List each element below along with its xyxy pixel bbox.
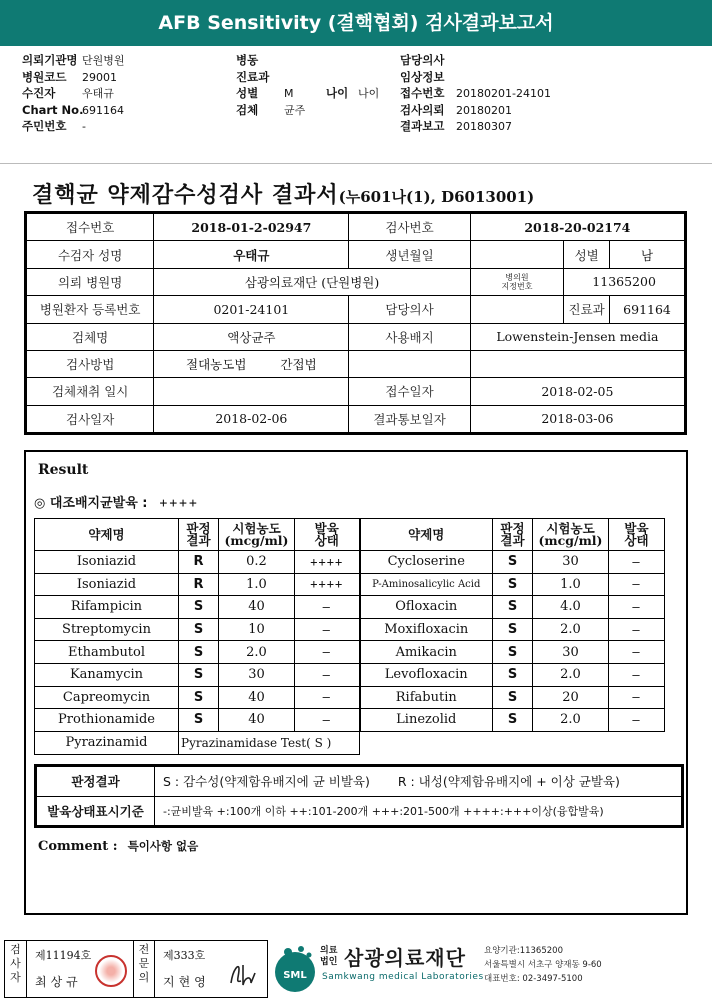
drug-name: Levofloxacin	[360, 663, 493, 686]
drug-row	[35, 663, 665, 686]
drug-name: Capreomycin	[35, 686, 179, 709]
comment-text: 특이사항 없음	[127, 839, 199, 853]
org-name: 삼광의료재단	[344, 946, 466, 970]
interpretation: S	[179, 641, 219, 664]
specialist-label: 전 문 의	[133, 941, 155, 997]
receipt-no: 2018-01-2-02947	[154, 214, 349, 241]
test-concentration: 2.0	[219, 641, 295, 664]
growth-status: –	[295, 641, 360, 664]
drug-name: Prothionamide	[35, 709, 179, 732]
drug-name: P-Aminosalicylic Acid	[360, 573, 493, 596]
dept-label: 진료과	[564, 296, 610, 323]
drug-name: Isoniazid	[35, 573, 179, 596]
test-concentration: 2.0	[533, 618, 609, 641]
test-concentration: 0.2	[219, 551, 295, 574]
interpretation: S	[493, 641, 533, 664]
growth-status: ++++	[295, 551, 360, 574]
patient-label: 수검자 성명	[27, 241, 154, 268]
dept-value: 691164	[610, 296, 685, 323]
specialist-signature-icon	[227, 959, 261, 989]
interp-legend-text: S : 감수성(약제함유배지에 균 비발육) R : 내성(약제함유배지에 + 이상 균발육)	[155, 767, 682, 797]
header-field: 임상정보	[400, 69, 445, 84]
interpretation: S	[493, 573, 533, 596]
test-concentration: 2.0	[533, 663, 609, 686]
hospital-label: 의뢰 병원명	[27, 268, 154, 295]
test-concentration: 40	[219, 596, 295, 619]
growth-status: –	[295, 596, 360, 619]
growth-status: –	[609, 573, 665, 596]
interpretation: S	[493, 709, 533, 732]
growth-status: –	[295, 686, 360, 709]
test-concentration: 2.0	[533, 709, 609, 732]
interpretation: S	[493, 663, 533, 686]
drug-name: Cycloserine	[360, 551, 493, 574]
test-concentration: 1.0	[219, 573, 295, 596]
drug-sensitivity-table	[34, 518, 665, 732]
test-concentration: 30	[533, 551, 609, 574]
sex-label: 성별	[564, 241, 610, 268]
test-concentration: 10	[219, 618, 295, 641]
collect-value	[154, 378, 349, 405]
doctor-label: 담당의사	[349, 296, 470, 323]
header-field: 주민번호 -	[22, 119, 86, 133]
test-no: 2018-20-02174	[470, 214, 684, 241]
drug-row	[35, 573, 665, 596]
collect-label: 검체채취 일시	[27, 378, 154, 405]
tested-label: 검사일자	[27, 405, 154, 432]
growth-legend-text: -:균비발육 +:100개 이하 ++:101-200개 +++:201-500개 ++++:+++이상(융합발육)	[155, 796, 682, 826]
header-field: 검체 균주	[236, 102, 306, 117]
examiner-seal-icon	[95, 955, 127, 987]
test-no-label: 검사번호	[349, 214, 470, 241]
medium-label: 사용배지	[349, 323, 470, 350]
test-concentration: 1.0	[533, 573, 609, 596]
tested-date: 2018-02-06	[154, 405, 349, 432]
comment	[38, 838, 198, 854]
pyrazinamide-table	[34, 732, 360, 755]
growth-status: –	[609, 709, 665, 732]
comment-label: Comment :	[38, 839, 118, 854]
drug-table-wrap	[34, 518, 684, 755]
growth-status: –	[609, 596, 665, 619]
header-field: 성별 M 나이 나이	[236, 86, 380, 100]
interpretation: S	[179, 618, 219, 641]
header-field: 수진자 우태규	[22, 86, 114, 100]
interpretation: R	[179, 573, 219, 596]
test-concentration: 20	[533, 686, 609, 709]
specimen-value: 액상균주	[154, 323, 349, 350]
growth-status: ++++	[295, 573, 360, 596]
interpretation: S	[493, 551, 533, 574]
drug-name: Amikacin	[360, 641, 493, 664]
header-col-1	[22, 52, 125, 135]
control-growth: ◎ 대조배지균발육 : ++++	[34, 496, 199, 511]
drug-name: Kanamycin	[35, 663, 179, 686]
drug-name: Rifampicin	[35, 596, 179, 619]
header-field: 검사의뢰 20180201	[400, 102, 512, 117]
reg-no-label: 병원환자 등록번호	[27, 296, 154, 323]
document-title	[32, 178, 534, 209]
patient-header	[0, 52, 712, 164]
test-concentration: 30	[533, 641, 609, 664]
test-concentration: 4.0	[533, 596, 609, 619]
drug-name: Rifabutin	[360, 686, 493, 709]
test-concentration: 40	[219, 686, 295, 709]
interpretation: S	[493, 618, 533, 641]
notified-label: 결과통보일자	[349, 405, 470, 432]
specialist-license: 제333호	[163, 949, 206, 962]
signature-box	[4, 940, 268, 998]
drug-name: Ofloxacin	[360, 596, 493, 619]
received-date: 2018-02-05	[470, 378, 684, 405]
drug-name: Isoniazid	[35, 551, 179, 574]
reg-no: 0201-24101	[154, 296, 349, 323]
header-field: 담당의사	[400, 53, 445, 67]
growth-status: –	[295, 618, 360, 641]
interp-legend-label: 판정결과	[37, 767, 155, 797]
interpretation: S	[493, 686, 533, 709]
drug-row	[35, 641, 665, 664]
growth-legend-label: 발육상태표시기준	[37, 796, 155, 826]
method-value: 절대농도법 간접법	[154, 350, 349, 377]
medium-value: Lowenstein-Jensen media	[470, 323, 684, 350]
report-banner: AFB Sensitivity (결핵협회) 검사결과보고서	[0, 0, 712, 46]
test-concentration: 30	[219, 663, 295, 686]
growth-status: –	[295, 709, 360, 732]
drug-table-header: 약제명 판정 결과 시험농도 (mcg/ml) 발육 상태 약제명 판정 결과 시험농도 (mcg/ml) 발육 상태	[35, 519, 665, 551]
header-field: Chart No.691164	[22, 102, 124, 117]
interpretation: S	[179, 596, 219, 619]
receipt-no-label: 접수번호	[27, 214, 154, 241]
report-footer	[0, 936, 712, 1006]
notified-date: 2018-03-06	[470, 405, 684, 432]
result-section	[24, 450, 688, 915]
growth-status: –	[609, 686, 665, 709]
interpretation: R	[179, 551, 219, 574]
growth-status: –	[609, 641, 665, 664]
header-field: 병동	[236, 53, 259, 67]
pyrazinamide-row	[35, 732, 360, 755]
drug-name: Ethambutol	[35, 641, 179, 664]
logo-text: SML	[283, 970, 307, 981]
test-concentration: 40	[219, 709, 295, 732]
interpretation: S	[179, 709, 219, 732]
header-field: 의뢰기관명 단원병원	[22, 53, 125, 67]
examiner-label: 검 사 자	[5, 941, 27, 997]
examiner-license: 제11194호	[35, 949, 92, 962]
header-field: 접수번호 20180201-24101	[400, 86, 551, 100]
drug-name: Linezolid	[360, 709, 493, 732]
received-label: 접수일자	[349, 378, 470, 405]
drug-name: Streptomycin	[35, 618, 179, 641]
drug-row	[35, 596, 665, 619]
drug-row	[35, 686, 665, 709]
pyrazinamidase-result: Pyrazinamidase Test( S )	[179, 732, 360, 755]
interpretation: S	[493, 596, 533, 619]
document-code: (누601나(1), D6013001)	[338, 188, 535, 206]
growth-status: –	[609, 551, 665, 574]
growth-status: –	[609, 663, 665, 686]
specialist-name: 지현영	[163, 975, 210, 989]
drug-row	[35, 709, 665, 732]
specimen-label: 검체명	[27, 323, 154, 350]
result-title: Result	[38, 462, 89, 478]
dob-value	[470, 241, 564, 268]
header-field: 진료과	[236, 69, 270, 84]
document-title-text: 결핵균 약제감수성검사 결과서	[32, 182, 339, 208]
sex-value: 남	[610, 241, 685, 268]
drug-name: Pyrazinamid	[35, 732, 179, 755]
designated-label: 병의원 지정번호	[470, 268, 564, 295]
org-english-name: Samkwang medical Laboratories	[322, 972, 484, 982]
dob-label: 생년월일	[349, 241, 470, 268]
legend-box	[34, 764, 684, 828]
sml-logo-icon	[272, 942, 318, 994]
drug-row	[35, 618, 665, 641]
hospital-name: 삼광의료재단 (단원병원)	[154, 268, 470, 295]
header-col-2	[236, 52, 379, 118]
org-address: 요양기관:11365200 서울특별시 서초구 양재동 9-60 대표번호: 02-3497-5100	[484, 946, 602, 984]
org-type: 의료 법인	[320, 946, 338, 967]
header-field: 병원코드 29001	[22, 69, 117, 84]
interpretation: S	[179, 663, 219, 686]
drug-row	[35, 551, 665, 574]
growth-status: –	[609, 618, 665, 641]
doctor-value	[470, 296, 564, 323]
method-label: 검사방법	[27, 350, 154, 377]
header-col-3	[400, 52, 551, 135]
examiner-name: 최상규	[35, 975, 82, 989]
drug-name: Moxifloxacin	[360, 618, 493, 641]
interpretation: S	[179, 686, 219, 709]
patient-name: 우태규	[154, 241, 349, 268]
designated-no: 11365200	[564, 268, 685, 295]
header-field: 결과보고 20180307	[400, 119, 512, 133]
specimen-info-table	[24, 211, 687, 435]
growth-status: –	[295, 663, 360, 686]
